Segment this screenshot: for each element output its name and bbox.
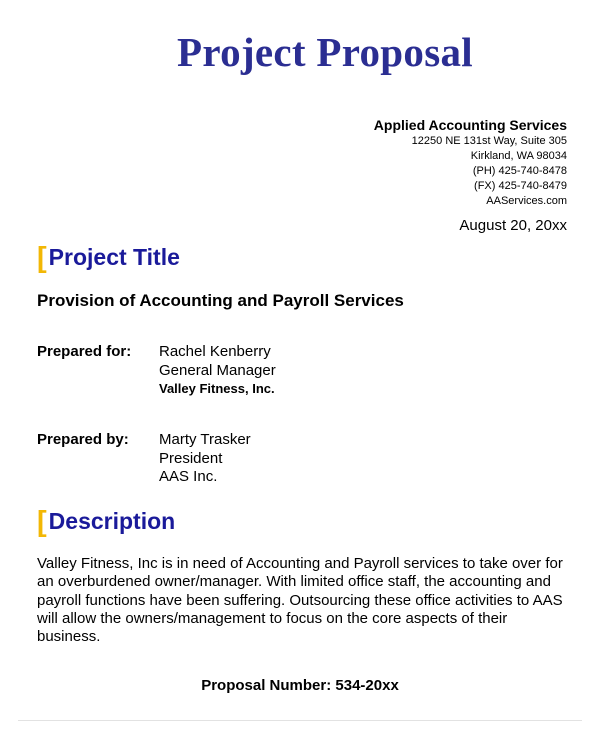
bracket-icon: [ — [37, 242, 47, 274]
page-divider — [18, 720, 582, 721]
prepared-by-organization: AAS Inc. — [159, 468, 218, 485]
description-heading-label: Description — [48, 508, 176, 534]
prepared-for-name: Rachel Kenberry — [159, 343, 271, 360]
company-name: Applied Accounting Services — [373, 117, 567, 133]
description-text: Valley Fitness, Inc is in need of Accounting and Payroll services to take over for an overburdened owner/manager. With limited office staff, the accounting and payroll functions have been suffering. Outsourcing these office activities to AAS will allow the owners/management to focus on the core aspects of their business. — [37, 555, 563, 646]
document-date: August 20, 20xx — [459, 217, 567, 234]
company-phone: (PH) 425-740-8478 — [472, 165, 567, 177]
prepared-for-organization: Valley Fitness, Inc. — [159, 381, 275, 396]
prepared-by-name: Marty Trasker — [159, 431, 251, 448]
project-title-text: Provision of Accounting and Payroll Services — [37, 291, 404, 310]
company-contact-block — [374, 116, 567, 209]
project-title-heading — [37, 240, 180, 273]
prepared-for-role: General Manager — [159, 361, 276, 379]
company-fax: (FX) 425-740-8479 — [474, 180, 567, 192]
prepared-by-block — [159, 431, 251, 487]
prepared-by-label: Prepared by: — [37, 431, 129, 448]
prepared-by-role: President — [159, 449, 223, 467]
description-heading — [37, 504, 175, 537]
proposal-number: Proposal Number: 534-20xx — [201, 677, 399, 694]
prepared-for-block — [159, 343, 276, 399]
prepared-for-label: Prepared for: — [37, 343, 132, 360]
bracket-icon: [ — [37, 506, 47, 538]
company-city: Kirkland, WA 98034 — [470, 150, 567, 162]
document-title: Project Proposal — [177, 29, 473, 75]
company-website: AAServices.com — [486, 195, 567, 207]
project-title-heading-label: Project Title — [48, 244, 180, 270]
company-address: 12250 NE 131st Way, Suite 305 — [411, 135, 567, 147]
